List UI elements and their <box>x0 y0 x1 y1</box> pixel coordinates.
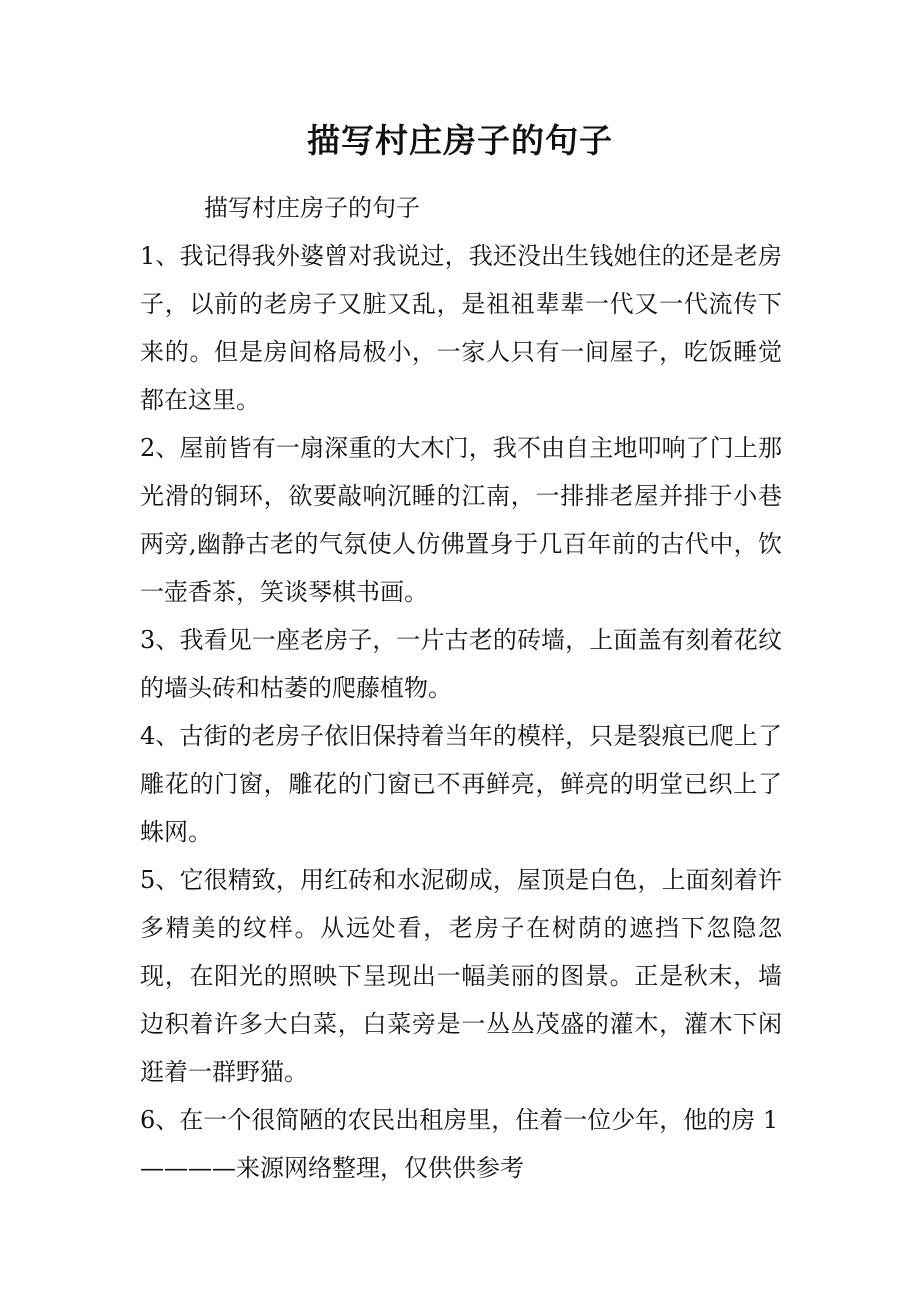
document-title: 描写村庄房子的句子 <box>307 121 613 160</box>
paragraph-3: 3、我看见一座老房子，一片古老的砖墙，上面盖有刻着花纹的墙头砖和枯萎的爬藤植物。 <box>140 626 782 702</box>
document-subtitle: 描写村庄房子的句子 <box>204 194 420 222</box>
paragraph-1: 1、我记得我外婆曾对我说过，我还没出生钱她住的还是老房子，以前的老房子又脏又乱，是祖祖辈辈一代又一代流传下来的。但是房间格局极小，一家人只有一间屋子，吃饭睡觉都在这里。 <box>140 242 782 414</box>
source-note: ————来源网络整理，仅供供参考 <box>140 1154 524 1182</box>
paragraph-5: 5、它很精致，用红砖和水泥砌成，屋顶是白色，上面刻着许多精美的纹样。从远处看，老房子在树荫的遮挡下忽隐忽现，在阳光的照映下呈现出一幅美丽的图景。正是秋末，墙边积着许多大白菜，白菜旁是一丛丛茂盛的灌木，灌木下闲逛着一群野猫。 <box>140 866 782 1086</box>
document-body <box>140 184 782 1192</box>
paragraph-2: 2、屋前皆有一扇深重的大木门，我不由自主地叩响了门上那光滑的铜环，欲要敲响沉睡的江南，一排排老屋并排于小巷两旁,幽静古老的气氛使人仿佛置身于几百年前的古代中，饮一壶香茶，笑谈琴棋书画。 <box>140 434 782 606</box>
paragraph-4: 4、古街的老房子依旧保持着当年的模样，只是裂痕已爬上了雕花的门窗，雕花的门窗已不再鲜亮，鲜亮的明堂已织上了蛛网。 <box>140 722 782 846</box>
paragraph-6: 6、在一个很简陋的农民出租房里，住着一位少年，他的房 1 <box>140 1106 779 1134</box>
